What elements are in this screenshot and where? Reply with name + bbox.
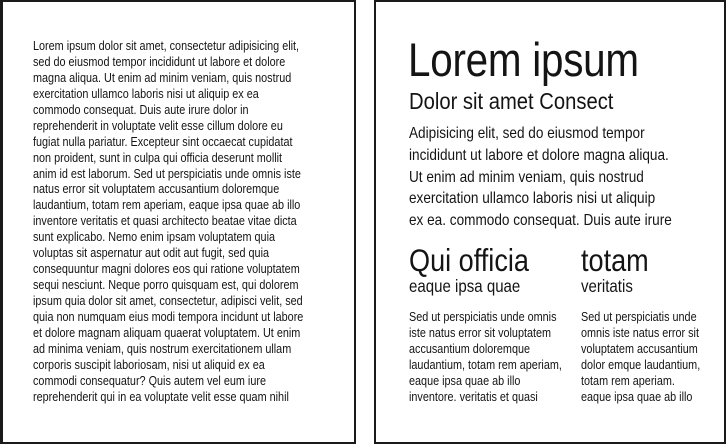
text-line: reprehenderit in voluptate velit esse cillum dolore eu	[33, 118, 283, 133]
text-line: sed do eiusmod tempor incididunt ut labore et dolore	[33, 54, 286, 69]
column-subheading: veritatis	[581, 276, 633, 296]
text-line: sequi nesciunt. Neque porro quisquam est, qui dolorem	[33, 278, 299, 293]
text-line: ex ea. commodo consequat. Duis aute irure	[409, 212, 672, 230]
text-line: natus error sit voluptatem accusantium doloremque	[33, 182, 280, 197]
text-line: consequuntur magni dolores eos qui ratione voluptatem	[33, 262, 300, 277]
text-line: Sed ut perspiciatis unde omnis	[409, 310, 557, 324]
text-line: inventore. veritatis et quasi	[409, 390, 538, 405]
text-line: ad minima veniam, quis nostrum exercitationem ullam	[33, 341, 292, 356]
text-line: fugiat nulla pariatur. Excepteur sint occaecat cupidatat	[33, 134, 293, 149]
column-heading: Qui officia	[409, 242, 529, 278]
column-subheading: eaque ipsa quae	[409, 276, 521, 296]
text-line: voluptatem accusantium	[581, 342, 698, 357]
lead-paragraph	[409, 123, 672, 232]
text-line: accusantium doloremque	[409, 342, 531, 357]
text-line: Ut enim ad minim veniam, quis nostrud	[409, 168, 644, 186]
text-line: laudantium, totam rem aperiam,	[409, 358, 562, 373]
typeset-page	[374, 0, 726, 444]
column-one	[409, 243, 587, 406]
text-line: commodi consequatur? Quis autem vel eum iure	[33, 373, 266, 388]
text-line: ipsum quia dolor sit amet, consectetur, adipisci velit, sed	[33, 294, 303, 308]
text-line: Lorem ipsum dolor sit amet, consectetur adipisicing elit,	[33, 39, 300, 53]
text-line: totam rem aperiam.	[581, 374, 675, 389]
text-line: anim id est laborum. Sed ut perspiciatis unde omnis iste	[33, 166, 301, 181]
text-line: iste natus error sit voluptatem	[409, 326, 552, 341]
text-line: omnis iste natus error sit	[581, 326, 699, 341]
column-body	[409, 309, 562, 406]
text-line: inventore veritatis et quasi architecto beatae vitae dicta	[33, 214, 297, 229]
text-line: exercitation ullamco laboris nisi ut aliquip	[409, 190, 656, 208]
column-two	[581, 243, 720, 406]
text-line: eaque ipsa quae ab illo	[581, 390, 693, 405]
column-heading: totam	[581, 242, 649, 278]
body-text-block	[33, 39, 303, 406]
text-line: Sed ut perspiciatis unde	[581, 310, 697, 324]
text-line: Adipisicing elit, sed do eiusmod tempor	[409, 125, 645, 142]
text-line: magna aliqua. Ut enim ad minim veniam, quis nostrud	[33, 70, 292, 85]
column-body	[581, 309, 700, 406]
text-line: et dolore magnam aliquam quaerat voluptatem. Ut enim	[33, 325, 301, 340]
text-line: corporis suscipit laboriosam, nisi ut aliquid ex ea	[33, 357, 265, 372]
text-line: incididunt ut labore et dolore magna aliqua.	[409, 146, 669, 164]
text-line: dolor emque laudantium,	[581, 358, 701, 373]
text-line: reprehenderit qui in ea voluptate velit esse quam nihil	[33, 389, 289, 404]
text-line: quia non numquam eius modi tempora incidunt ut labore	[33, 309, 304, 324]
page-subtitle: Dolor sit amet Consect	[409, 88, 614, 114]
text-line: sunt explicabo. Nemo enim ipsam voluptatem quia	[33, 230, 276, 245]
plain-text-page	[0, 0, 356, 444]
text-line: non proident, sunt in culpa qui officia deserunt mollit	[33, 150, 283, 165]
text-line: eaque ipsa quae ab illo	[409, 374, 521, 389]
text-line: voluptas sit aspernatur aut odit aut fugit, sed quia	[33, 246, 270, 261]
text-line: exercitation ullamco laboris nisi ut aliquip ex ea	[33, 86, 259, 101]
text-line: laudantium, totam rem aperiam, eaque ipsa quae ab illo	[33, 198, 301, 213]
page-title: Lorem ipsum	[408, 33, 639, 86]
text-line: commodo consequat. Duis aute irure dolor in	[33, 102, 249, 117]
